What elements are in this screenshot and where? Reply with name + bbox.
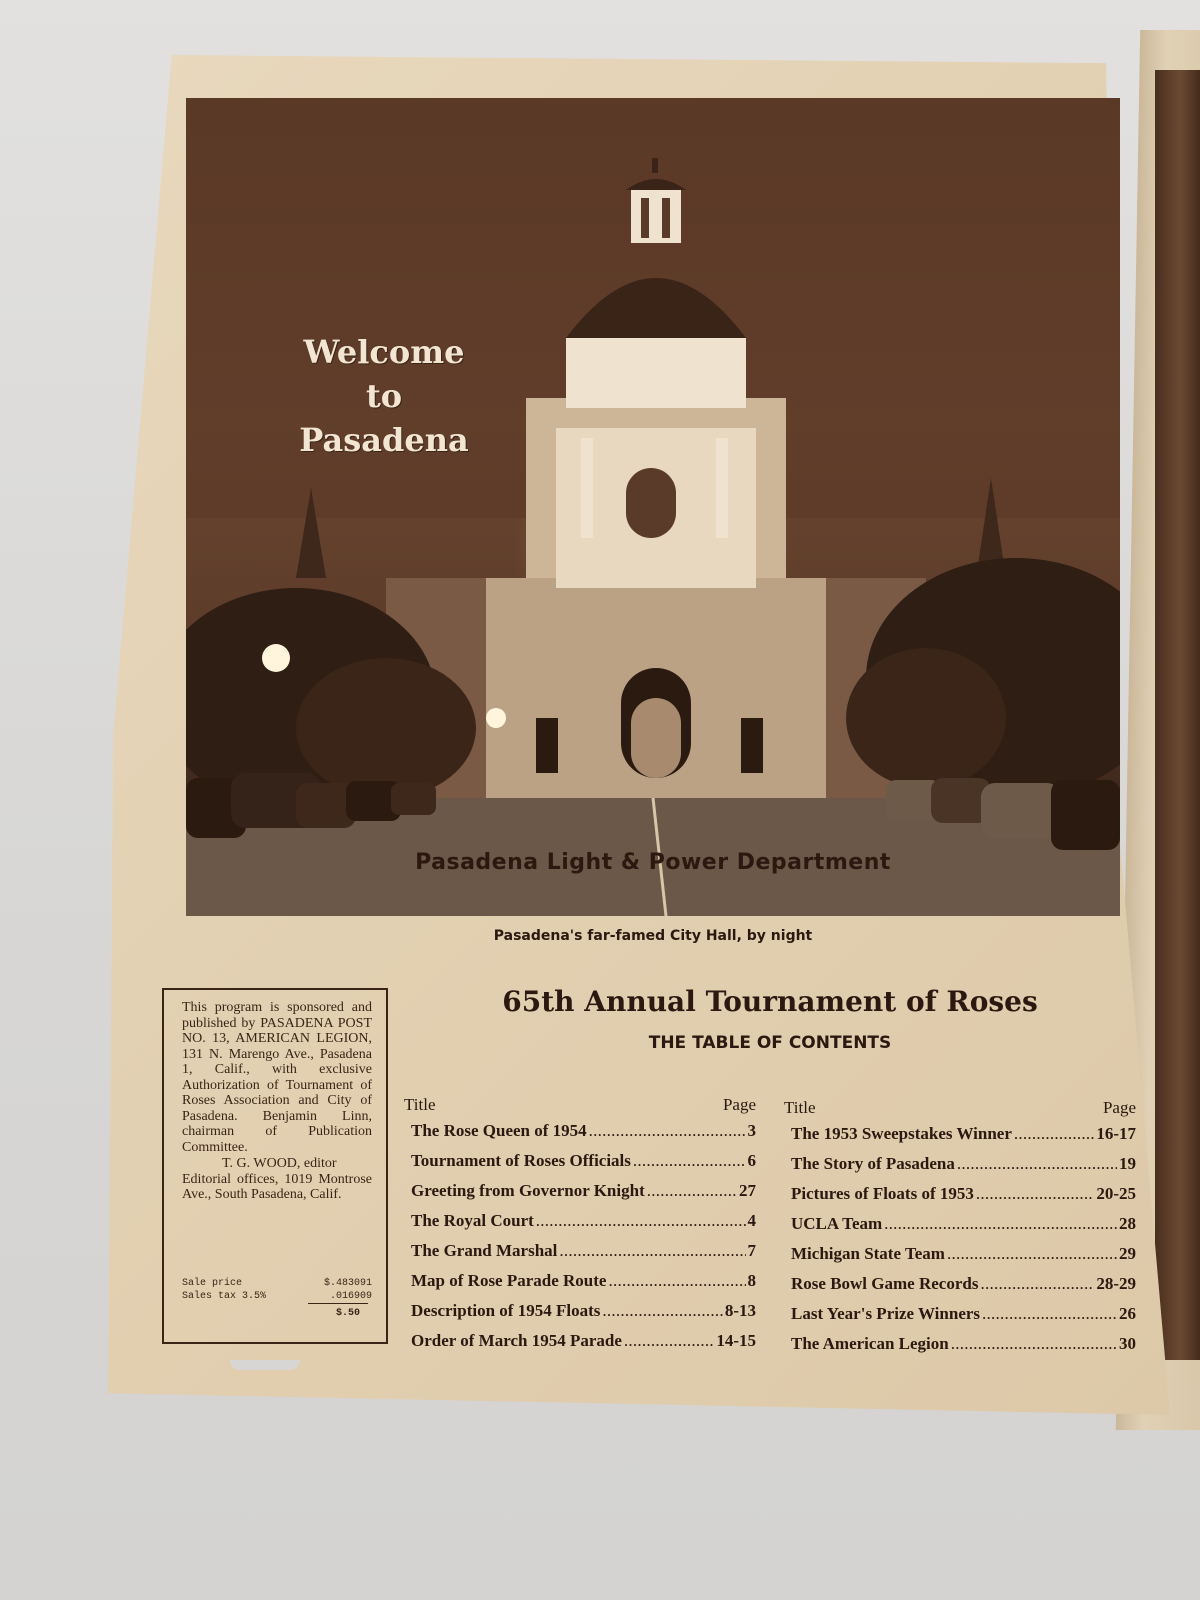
- leader-dots: [1014, 1124, 1094, 1144]
- leader-dots: [559, 1241, 745, 1261]
- price-label: Sale price: [182, 1278, 243, 1289]
- leader-dots: [884, 1214, 1117, 1234]
- toc-entry: [404, 1271, 756, 1301]
- title-column-label: Title: [784, 1098, 816, 1117]
- toc-entry: [404, 1181, 756, 1211]
- entry-title: Rose Bowl Game Records: [791, 1274, 979, 1293]
- page-column-label: Page: [722, 1095, 756, 1114]
- entry-page: 4: [747, 1211, 756, 1230]
- toc-entry: [404, 1211, 756, 1241]
- leader-dots: [982, 1304, 1117, 1324]
- welcome-line-2: to: [365, 377, 403, 415]
- entry-page: 26: [1119, 1304, 1136, 1323]
- leader-dots: [608, 1271, 745, 1291]
- welcome-heading: [284, 330, 484, 462]
- entry-title: The Rose Queen of 1954: [411, 1121, 587, 1140]
- leader-dots: [633, 1151, 746, 1171]
- price-value: .016909: [329, 1291, 372, 1302]
- toc-entry: [404, 1331, 756, 1361]
- photo-credit: Pasadena Light & Power Department: [415, 850, 891, 875]
- entry-page: 28: [1119, 1214, 1136, 1233]
- entry-page: 28-29: [1096, 1274, 1136, 1293]
- price-row: [182, 1290, 372, 1303]
- entry-title: The 1953 Sweepstakes Winner: [791, 1124, 1012, 1143]
- welcome-line-3: Pasadena: [299, 421, 469, 459]
- entry-page: 30: [1119, 1334, 1136, 1353]
- sponsor-text: This program is sponsored and published by PASADENA POST NO. 13, AMERICAN LEGION, 131 N. Marengo Ave., Pasadena 1, Calif., with exclusive Authorization of Tournament of Roses Association and City of Pasadena. Benjamin Linn, chairman of Publication Committee.: [182, 1000, 372, 1155]
- entry-title: The Grand Marshal: [411, 1241, 558, 1260]
- entry-page: 7: [747, 1241, 756, 1260]
- toc-column-left: [404, 1095, 756, 1361]
- page-column-label: Page: [1102, 1098, 1136, 1117]
- leader-dots: [980, 1274, 1094, 1294]
- entry-page: 3: [747, 1121, 756, 1140]
- price-rule: [308, 1303, 368, 1304]
- leader-dots: [957, 1154, 1117, 1174]
- toc-column-right: [784, 1098, 1136, 1364]
- toc-entry: [784, 1274, 1136, 1304]
- leader-dots: [536, 1211, 746, 1231]
- editor-line: T. G. WOOD, editor: [222, 1156, 337, 1171]
- sponsor-box: [162, 988, 388, 1344]
- toc-column-header: [404, 1095, 756, 1115]
- toc-entry: [404, 1301, 756, 1331]
- entry-title: Description of 1954 Floats: [411, 1301, 601, 1320]
- leader-dots: [602, 1301, 722, 1321]
- toc-heading: THE TABLE OF CONTENTS: [648, 1033, 892, 1053]
- leader-dots: [589, 1121, 746, 1141]
- entry-page: 6: [747, 1151, 756, 1170]
- city-hall-illustration: [186, 98, 1120, 916]
- toc-entry: [784, 1334, 1136, 1364]
- toc-entry: [404, 1121, 756, 1151]
- entry-title: Pictures of Floats of 1953: [791, 1184, 974, 1203]
- toc-column-header: [784, 1098, 1136, 1118]
- toc-entry: [784, 1154, 1136, 1184]
- entry-title: Last Year's Prize Winners: [791, 1304, 981, 1323]
- entry-page: 8: [747, 1271, 756, 1290]
- leader-dots: [951, 1334, 1117, 1354]
- leader-dots: [647, 1181, 737, 1201]
- city-hall-photo: [186, 98, 1120, 916]
- price-table: [182, 1277, 372, 1320]
- title-column-label: Title: [404, 1095, 436, 1114]
- leader-dots: [947, 1244, 1117, 1264]
- entry-title: The Story of Pasadena: [791, 1154, 955, 1173]
- welcome-line-1: Welcome: [303, 333, 465, 371]
- entry-page: 19: [1119, 1154, 1136, 1173]
- entry-title: Michigan State Team: [791, 1244, 945, 1263]
- entry-title: UCLA Team: [791, 1214, 883, 1233]
- leader-dots: [976, 1184, 1094, 1204]
- toc-entry: [404, 1151, 756, 1181]
- entry-page: 29: [1119, 1244, 1136, 1263]
- entry-page: 16-17: [1096, 1124, 1136, 1143]
- toc-entry: [784, 1244, 1136, 1274]
- toc-entry: [404, 1241, 756, 1271]
- toc-entry: [784, 1124, 1136, 1154]
- entry-page: 14-15: [716, 1331, 756, 1350]
- toc-entry: [784, 1304, 1136, 1334]
- editorial-offices: Editorial offices, 1019 Montrose Ave., South Pasadena, Calif.: [182, 1171, 372, 1202]
- entry-title: Greeting from Governor Knight: [411, 1181, 645, 1200]
- entry-page: 27: [739, 1181, 756, 1200]
- price-value: $.483091: [323, 1278, 372, 1289]
- photo-caption: Pasadena's far-famed City Hall, by night: [493, 928, 813, 944]
- price-row: [182, 1277, 372, 1290]
- torn-paper-edge: [230, 1360, 300, 1370]
- price-total: $.50: [335, 1308, 360, 1319]
- entry-page: 8-13: [724, 1301, 756, 1320]
- adjacent-page-photo: [1155, 70, 1200, 1360]
- entry-title: Order of March 1954 Parade: [411, 1331, 622, 1350]
- entry-title: Map of Rose Parade Route: [411, 1271, 607, 1290]
- leader-dots: [624, 1331, 714, 1351]
- entry-title: The American Legion: [791, 1334, 949, 1353]
- price-label: Sales tax 3.5%: [182, 1291, 267, 1302]
- entry-title: Tournament of Roses Officials: [411, 1151, 631, 1170]
- toc-entry: [784, 1214, 1136, 1244]
- main-title: 65th Annual Tournament of Roses: [502, 985, 1038, 1018]
- toc-entry: [784, 1184, 1136, 1214]
- entry-page: 20-25: [1096, 1184, 1136, 1203]
- entry-title: The Royal Court: [411, 1211, 534, 1230]
